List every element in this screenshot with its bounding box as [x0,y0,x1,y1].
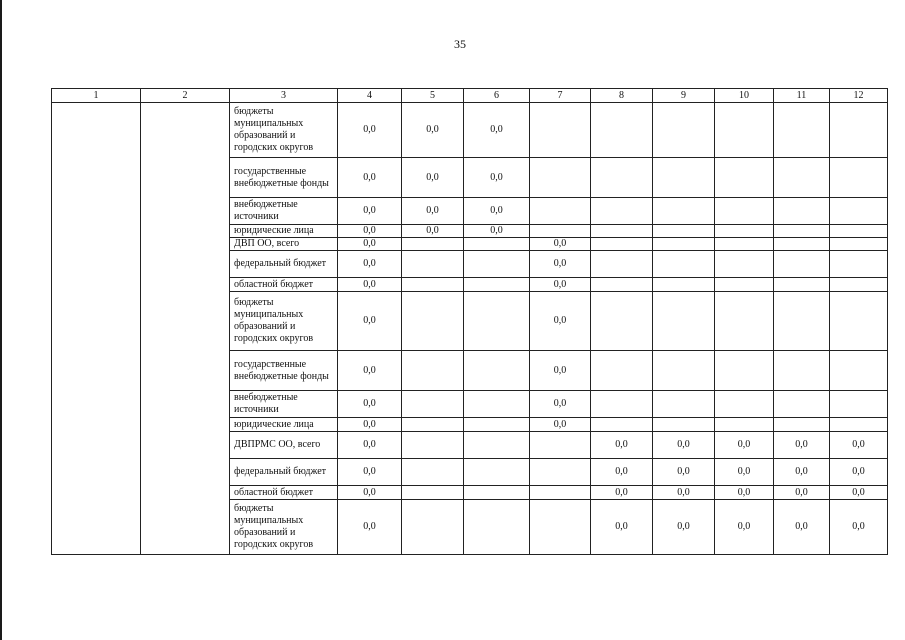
value-cell-col-12 [830,351,888,391]
value-cell-col-10 [715,238,774,251]
value-cell-col-10 [715,418,774,432]
table-row [52,103,888,158]
row-label: ДВПРМС ОО, всего [230,432,338,459]
value-cell-col-4: 0,0 [338,391,402,418]
value-cell-col-8: 0,0 [591,432,653,459]
value-cell-col-6 [464,391,530,418]
value-cell-col-12: 0,0 [830,486,888,500]
value-cell-col-11 [774,158,830,198]
value-cell-col-8 [591,158,653,198]
value-cell-col-9: 0,0 [653,459,715,486]
value-cell-col-5 [402,292,464,351]
value-cell-col-7: 0,0 [530,418,591,432]
value-cell-col-12 [830,418,888,432]
value-cell-col-10: 0,0 [715,459,774,486]
value-cell-col-4: 0,0 [338,278,402,292]
value-cell-col-8 [591,351,653,391]
value-cell-col-12 [830,391,888,418]
value-cell-col-5 [402,486,464,500]
value-cell-col-7 [530,459,591,486]
value-cell-col-10 [715,158,774,198]
page-number: 35 [454,37,466,51]
value-cell-col-6: 0,0 [464,225,530,238]
row-label: бюджеты муниципальных образований и городских округов [230,103,338,158]
row-label: внебюджетные источники [230,391,338,418]
value-cell-col-10 [715,292,774,351]
value-cell-col-9 [653,158,715,198]
value-cell-col-7: 0,0 [530,278,591,292]
value-cell-col-8: 0,0 [591,459,653,486]
value-cell-col-9 [653,351,715,391]
value-cell-col-11: 0,0 [774,486,830,500]
column-header-6: 6 [464,89,530,103]
value-cell-col-12 [830,278,888,292]
value-cell-col-7: 0,0 [530,391,591,418]
row-label: государственные внебюджетные фонды [230,351,338,391]
value-cell-col-4: 0,0 [338,158,402,198]
value-cell-col-12 [830,198,888,225]
value-cell-col-4: 0,0 [338,292,402,351]
value-cell-col-11 [774,225,830,238]
value-cell-col-7: 0,0 [530,292,591,351]
value-cell-col-11: 0,0 [774,500,830,555]
column-header-2: 2 [141,89,230,103]
page-left-border [0,0,2,640]
column-header-5: 5 [402,89,464,103]
value-cell-col-12: 0,0 [830,500,888,555]
value-cell-col-10 [715,198,774,225]
value-cell-col-11 [774,292,830,351]
value-cell-col-5: 0,0 [402,103,464,158]
budget-table [51,88,888,555]
value-cell-col-9 [653,292,715,351]
value-cell-col-6 [464,432,530,459]
value-cell-col-8 [591,103,653,158]
value-cell-col-12 [830,158,888,198]
value-cell-col-4: 0,0 [338,459,402,486]
value-cell-col-10: 0,0 [715,432,774,459]
value-cell-col-4: 0,0 [338,225,402,238]
value-cell-col-8 [591,278,653,292]
value-cell-col-11: 0,0 [774,432,830,459]
column-header-9: 9 [653,89,715,103]
value-cell-col-6 [464,418,530,432]
value-cell-col-5 [402,351,464,391]
value-cell-col-6 [464,500,530,555]
value-cell-col-5: 0,0 [402,225,464,238]
value-cell-col-8 [591,418,653,432]
value-cell-col-11 [774,278,830,292]
value-cell-col-9 [653,251,715,278]
value-cell-col-7 [530,225,591,238]
value-cell-col-10 [715,391,774,418]
value-cell-col-12: 0,0 [830,459,888,486]
value-cell-col-12 [830,238,888,251]
value-cell-col-9 [653,278,715,292]
value-cell-col-5: 0,0 [402,198,464,225]
value-cell-col-11 [774,251,830,278]
value-cell-col-8 [591,292,653,351]
value-cell-col-8 [591,238,653,251]
value-cell-col-5 [402,278,464,292]
value-cell-col-12 [830,292,888,351]
value-cell-col-12 [830,225,888,238]
value-cell-col-5 [402,391,464,418]
value-cell-col-9 [653,418,715,432]
value-cell-col-8 [591,198,653,225]
table-header-row [52,89,888,103]
value-cell-col-9: 0,0 [653,486,715,500]
value-cell-col-10 [715,251,774,278]
value-cell-col-6 [464,486,530,500]
row-label: федеральный бюджет [230,459,338,486]
row-label: областной бюджет [230,486,338,500]
value-cell-col-11: 0,0 [774,459,830,486]
column-header-12: 12 [830,89,888,103]
value-cell-col-4: 0,0 [338,418,402,432]
value-cell-col-11 [774,198,830,225]
value-cell-col-4: 0,0 [338,351,402,391]
value-cell-col-4: 0,0 [338,486,402,500]
column-header-4: 4 [338,89,402,103]
row-label: юридические лица [230,225,338,238]
value-cell-col-5 [402,418,464,432]
value-cell-col-8 [591,391,653,418]
value-cell-col-7 [530,486,591,500]
value-cell-col-5 [402,500,464,555]
row-label: внебюджетные источники [230,198,338,225]
value-cell-col-7: 0,0 [530,238,591,251]
column-header-3: 3 [230,89,338,103]
value-cell-col-9 [653,238,715,251]
row-label: ДВП ОО, всего [230,238,338,251]
value-cell-col-7 [530,198,591,225]
value-cell-col-6 [464,351,530,391]
value-cell-col-5 [402,238,464,251]
value-cell-col-12 [830,251,888,278]
value-cell-col-9 [653,198,715,225]
value-cell-col-7: 0,0 [530,251,591,278]
value-cell-col-8: 0,0 [591,486,653,500]
column-header-1: 1 [52,89,141,103]
value-cell-col-10 [715,225,774,238]
value-cell-col-11 [774,391,830,418]
value-cell-col-7 [530,432,591,459]
value-cell-col-9 [653,391,715,418]
value-cell-col-10 [715,351,774,391]
value-cell-col-7 [530,500,591,555]
row-label: юридические лица [230,418,338,432]
row-label: бюджеты муниципальных образований и городских округов [230,500,338,555]
value-cell-col-11 [774,351,830,391]
value-cell-col-10 [715,278,774,292]
value-cell-col-6 [464,238,530,251]
empty-merged-cell-col-2 [141,103,230,555]
value-cell-col-6 [464,459,530,486]
value-cell-col-12 [830,103,888,158]
value-cell-col-6 [464,278,530,292]
row-label: областной бюджет [230,278,338,292]
value-cell-col-9: 0,0 [653,432,715,459]
value-cell-col-11 [774,418,830,432]
value-cell-col-7: 0,0 [530,351,591,391]
row-label: бюджеты муниципальных образований и городских округов [230,292,338,351]
value-cell-col-4: 0,0 [338,251,402,278]
value-cell-col-6: 0,0 [464,198,530,225]
row-label: федеральный бюджет [230,251,338,278]
value-cell-col-5: 0,0 [402,158,464,198]
column-header-10: 10 [715,89,774,103]
value-cell-col-4: 0,0 [338,500,402,555]
value-cell-col-6: 0,0 [464,103,530,158]
value-cell-col-4: 0,0 [338,198,402,225]
value-cell-col-7 [530,103,591,158]
value-cell-col-5 [402,432,464,459]
value-cell-col-10: 0,0 [715,486,774,500]
value-cell-col-4: 0,0 [338,103,402,158]
value-cell-col-9: 0,0 [653,500,715,555]
value-cell-col-6 [464,292,530,351]
value-cell-col-11 [774,103,830,158]
value-cell-col-9 [653,225,715,238]
value-cell-col-11 [774,238,830,251]
value-cell-col-6: 0,0 [464,158,530,198]
value-cell-col-8 [591,251,653,278]
column-header-11: 11 [774,89,830,103]
value-cell-col-10 [715,103,774,158]
value-cell-col-6 [464,251,530,278]
value-cell-col-8: 0,0 [591,500,653,555]
value-cell-col-5 [402,459,464,486]
column-header-8: 8 [591,89,653,103]
value-cell-col-9 [653,103,715,158]
value-cell-col-10: 0,0 [715,500,774,555]
value-cell-col-8 [591,225,653,238]
row-label: государственные внебюджетные фонды [230,158,338,198]
value-cell-col-4: 0,0 [338,238,402,251]
value-cell-col-4: 0,0 [338,432,402,459]
value-cell-col-7 [530,158,591,198]
empty-merged-cell-col-1 [52,103,141,555]
value-cell-col-12: 0,0 [830,432,888,459]
column-header-7: 7 [530,89,591,103]
value-cell-col-5 [402,251,464,278]
